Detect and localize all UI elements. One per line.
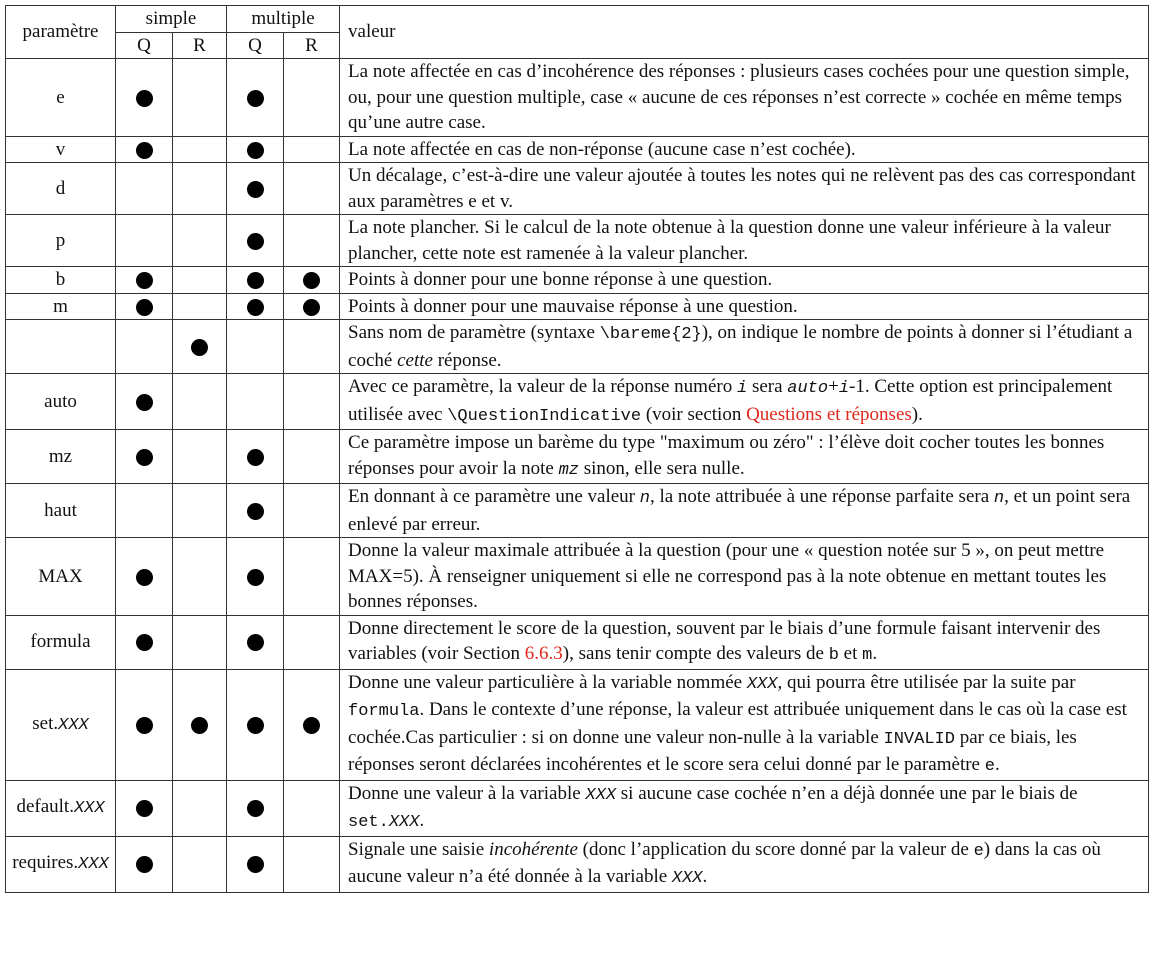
text-segment: Donne la valeur maximale attribuée à la question (pour une « question notée sur 5 », on peut mettre MAX=5). À renseigner uniquement si elle ne correspond pas à la note obtenue en mettant toutes les bonnes réponses. bbox=[348, 540, 1107, 612]
text-segment: e bbox=[56, 86, 65, 108]
text-segment: Points à donner pour une bonne réponse à une question. bbox=[348, 269, 773, 290]
cross-reference-link[interactable]: 6.6.3 bbox=[524, 643, 563, 664]
code-text: e bbox=[973, 841, 984, 861]
variable-text: n bbox=[639, 489, 650, 508]
text-segment: La note affectée en cas d’incohérence des réponses : plusieurs cases cochées pour une question simple, ou, pour une question multiple, case « aucune de ces réponses n’est correcte » cochée en même temps qu’une autre case. bbox=[348, 61, 1130, 133]
table-row bbox=[6, 320, 1149, 374]
mark-cell-multiple-q bbox=[227, 484, 284, 538]
mark-cell-simple-q bbox=[116, 615, 173, 669]
variable-text: XXX bbox=[73, 799, 105, 819]
table-row bbox=[6, 215, 1149, 267]
value-description-cell bbox=[340, 215, 1149, 267]
mark-cell-simple-r bbox=[173, 163, 227, 215]
variable-text: i bbox=[736, 379, 748, 398]
text-segment: d bbox=[55, 177, 66, 199]
header-multiple-r: R bbox=[284, 32, 340, 59]
mark-cell-multiple-q bbox=[227, 136, 284, 163]
bullet-dot-icon bbox=[247, 299, 264, 316]
text-segment: . bbox=[872, 643, 878, 664]
mark-cell-simple-q bbox=[116, 780, 173, 836]
text-segment: réponse. bbox=[432, 349, 502, 371]
text-segment: haut bbox=[44, 499, 77, 521]
bullet-dot-icon bbox=[136, 856, 153, 873]
text-segment: b bbox=[55, 269, 66, 290]
bullet-dot-icon bbox=[247, 634, 264, 651]
table-row bbox=[6, 669, 1149, 780]
value-description-cell bbox=[340, 267, 1149, 294]
bullet-dot-icon bbox=[136, 394, 153, 411]
value-description-cell bbox=[340, 374, 1149, 430]
text-segment: Donne une valeur particulière à la variable nommée bbox=[348, 671, 747, 693]
text-segment: ) dans la cas où aucune valeur n’a été donnée à la variable bbox=[348, 838, 1101, 887]
param-name-cell bbox=[6, 215, 116, 267]
value-description-cell bbox=[340, 669, 1149, 780]
mark-cell-multiple-r bbox=[284, 538, 340, 616]
mark-cell-simple-r bbox=[173, 59, 227, 137]
text-segment: . Dans le contexte d’une réponse, la valeur est attribuée uniquement dans le cas où la case est cochée.Cas particulier : si on donne une valeur non-nulle à la variable bbox=[348, 699, 1127, 748]
bullet-dot-icon bbox=[136, 800, 153, 817]
mark-cell-simple-r bbox=[173, 484, 227, 538]
mark-cell-simple-r bbox=[173, 615, 227, 669]
text-segment: sera bbox=[747, 376, 788, 397]
parameters-table bbox=[5, 5, 1149, 893]
mark-cell-simple-q bbox=[116, 59, 173, 137]
text-segment: requires. bbox=[12, 852, 79, 874]
text-segment: Donne directement le score de la question, souvent par le biais d’une formule faisant intervenir des variables (voir Section bbox=[348, 617, 1101, 664]
mark-cell-multiple-q bbox=[227, 267, 284, 294]
bullet-dot-icon bbox=[303, 717, 320, 734]
bullet-dot-icon bbox=[191, 339, 208, 356]
text-segment: formula bbox=[30, 631, 91, 653]
mark-cell-simple-r bbox=[173, 293, 227, 320]
variable-text: XXX bbox=[78, 855, 109, 875]
bullet-dot-icon bbox=[247, 800, 264, 817]
value-description-cell bbox=[340, 59, 1149, 137]
mark-cell-multiple-r bbox=[284, 615, 340, 669]
bullet-dot-icon bbox=[136, 569, 153, 586]
bullet-dot-icon bbox=[303, 299, 320, 316]
value-description-cell bbox=[340, 293, 1149, 320]
table-row bbox=[6, 59, 1149, 137]
table-row bbox=[6, 136, 1149, 163]
mark-cell-multiple-q bbox=[227, 836, 284, 892]
mark-cell-multiple-q bbox=[227, 320, 284, 374]
text-segment: auto bbox=[44, 390, 77, 412]
text-segment: , qui pourra être utilisée par la suite par bbox=[777, 671, 1076, 693]
variable-text: XXX bbox=[671, 869, 703, 888]
value-description-cell bbox=[340, 163, 1149, 215]
text-segment: sinon, elle sera nulle. bbox=[578, 457, 745, 479]
mark-cell-multiple-q bbox=[227, 293, 284, 320]
mark-cell-simple-q bbox=[116, 320, 173, 374]
mark-cell-multiple-q bbox=[227, 615, 284, 669]
bullet-dot-icon bbox=[303, 272, 320, 289]
param-name-cell bbox=[6, 836, 116, 892]
table-row bbox=[6, 484, 1149, 538]
table-row bbox=[6, 538, 1149, 616]
mark-cell-simple-q bbox=[116, 163, 173, 215]
header-simple-r: R bbox=[173, 32, 227, 59]
param-name-cell bbox=[6, 59, 116, 137]
text-segment: -1. Cette option est principalement utilisée avec bbox=[348, 376, 1113, 425]
code-text: INVALID bbox=[883, 729, 955, 749]
param-name-cell bbox=[6, 538, 116, 616]
mark-cell-multiple-r bbox=[284, 163, 340, 215]
text-segment: default. bbox=[16, 796, 74, 818]
mark-cell-simple-q bbox=[116, 136, 173, 163]
bullet-dot-icon bbox=[247, 856, 264, 873]
table-row bbox=[6, 615, 1149, 669]
mark-cell-simple-q bbox=[116, 267, 173, 294]
text-segment: Donne une valeur à la variable bbox=[348, 782, 586, 804]
bullet-dot-icon bbox=[247, 90, 264, 107]
bullet-dot-icon bbox=[247, 142, 264, 159]
text-segment: v bbox=[55, 138, 66, 160]
mark-cell-multiple-r bbox=[284, 215, 340, 267]
mark-cell-simple-q bbox=[116, 836, 173, 892]
text-segment: , et un point sera enlevé par erreur. bbox=[348, 486, 1131, 535]
value-description-cell bbox=[340, 484, 1149, 538]
text-segment: m bbox=[53, 295, 68, 317]
bullet-dot-icon bbox=[136, 299, 153, 316]
mark-cell-multiple-r bbox=[284, 293, 340, 320]
text-segment: Points à donner pour une mauvaise réponse à une question. bbox=[348, 295, 798, 317]
text-segment: et bbox=[838, 643, 863, 664]
table-row bbox=[6, 163, 1149, 215]
header-row-1 bbox=[6, 6, 1149, 33]
mark-cell-simple-r bbox=[173, 430, 227, 484]
mark-cell-simple-q bbox=[116, 215, 173, 267]
param-name-cell bbox=[6, 374, 116, 430]
param-name-cell bbox=[6, 267, 116, 294]
text-segment: La note plancher. Si le calcul de la note obtenue à la question donne une valeur inférieure à la valeur plancher, cette note est ramenée à la valeur plancher. bbox=[348, 217, 1111, 264]
bullet-dot-icon bbox=[247, 717, 264, 734]
variable-text: mz bbox=[558, 460, 579, 480]
variable-text: XXX bbox=[58, 715, 89, 735]
value-description-cell bbox=[340, 430, 1149, 484]
text-segment: Un décalage, c’est-à-dire une valeur ajoutée à toutes les notes qui ne relèvent pas des cas correspondant aux paramètres e et v. bbox=[348, 165, 1136, 212]
text-segment: . bbox=[419, 810, 425, 831]
param-name-cell bbox=[6, 163, 116, 215]
bullet-dot-icon bbox=[247, 569, 264, 586]
mark-cell-multiple-q bbox=[227, 669, 284, 780]
value-description-cell bbox=[340, 615, 1149, 669]
mark-cell-simple-r bbox=[173, 215, 227, 267]
text-segment: (voir section bbox=[641, 403, 747, 425]
emphasis-text: cette bbox=[397, 349, 433, 371]
mark-cell-multiple-r bbox=[284, 267, 340, 294]
text-segment: (donc l’application du score donné par la valeur de bbox=[577, 838, 974, 860]
param-name-cell bbox=[6, 320, 116, 374]
bullet-dot-icon bbox=[247, 449, 264, 466]
mark-cell-multiple-r bbox=[284, 780, 340, 836]
mark-cell-multiple-q bbox=[227, 374, 284, 430]
variable-text: XXX bbox=[746, 674, 778, 694]
variable-text: i bbox=[838, 379, 850, 398]
mark-cell-multiple-r bbox=[284, 836, 340, 892]
value-description-cell bbox=[340, 836, 1149, 892]
code-text: m bbox=[862, 646, 873, 665]
mark-cell-simple-q bbox=[116, 293, 173, 320]
param-name-cell bbox=[6, 615, 116, 669]
text-segment: ). bbox=[911, 403, 923, 425]
mark-cell-multiple-q bbox=[227, 163, 284, 215]
table-row bbox=[6, 293, 1149, 320]
text-segment: En donnant à ce paramètre une valeur bbox=[348, 486, 640, 507]
header-simple: simple bbox=[116, 6, 227, 33]
param-name-cell bbox=[6, 484, 116, 538]
bullet-dot-icon bbox=[247, 503, 264, 520]
header-simple-q: Q bbox=[116, 32, 173, 59]
text-segment: ), on indique le nombre de points à donner si l’étudiant a coché bbox=[348, 322, 1133, 371]
emphasis-text: incohérente bbox=[488, 838, 578, 860]
table-row bbox=[6, 267, 1149, 294]
table-body bbox=[6, 59, 1149, 893]
text-segment: par ce biais, les réponses seront déclarées incohérentes et le score sera celui donné par le paramètre bbox=[348, 726, 1077, 775]
mark-cell-multiple-r bbox=[284, 320, 340, 374]
text-segment: mz bbox=[48, 445, 73, 467]
bullet-dot-icon bbox=[247, 272, 264, 289]
mark-cell-multiple-q bbox=[227, 538, 284, 616]
text-segment: Avec ce paramètre, la valeur de la réponse numéro bbox=[348, 376, 737, 397]
bullet-dot-icon bbox=[247, 181, 264, 198]
mark-cell-multiple-q bbox=[227, 430, 284, 484]
mark-cell-simple-r bbox=[173, 669, 227, 780]
mark-cell-multiple-r bbox=[284, 484, 340, 538]
mark-cell-multiple-r bbox=[284, 669, 340, 780]
text-segment: Sans nom de paramètre (syntaxe bbox=[348, 322, 600, 343]
mark-cell-multiple-q bbox=[227, 780, 284, 836]
bullet-dot-icon bbox=[136, 717, 153, 734]
variable-text: auto bbox=[787, 379, 829, 398]
mark-cell-multiple-r bbox=[284, 430, 340, 484]
mark-cell-simple-r bbox=[173, 374, 227, 430]
variable-text: XXX bbox=[388, 813, 420, 832]
table-row bbox=[6, 430, 1149, 484]
text-segment: . bbox=[702, 866, 708, 887]
value-description-cell bbox=[340, 320, 1149, 374]
text-segment: Ce paramètre impose un barème du type "maximum ou zéro" : l’élève doit cocher toutes les bonnes réponses pour avoir la note bbox=[348, 432, 1105, 479]
table-row bbox=[6, 780, 1149, 836]
header-multiple: multiple bbox=[227, 6, 340, 33]
bullet-dot-icon bbox=[247, 233, 264, 250]
mark-cell-simple-r bbox=[173, 136, 227, 163]
mark-cell-simple-r bbox=[173, 538, 227, 616]
bullet-dot-icon bbox=[136, 634, 153, 651]
text-segment: MAX bbox=[38, 565, 83, 587]
code-text: \QuestionIndicative bbox=[447, 406, 642, 426]
text-segment: p bbox=[55, 229, 66, 251]
mark-cell-simple-r bbox=[173, 836, 227, 892]
mark-cell-multiple-r bbox=[284, 59, 340, 137]
text-segment: + bbox=[828, 376, 839, 397]
mark-cell-simple-r bbox=[173, 320, 227, 374]
param-name-cell bbox=[6, 430, 116, 484]
bullet-dot-icon bbox=[136, 449, 153, 466]
mark-cell-simple-q bbox=[116, 538, 173, 616]
variable-text: n bbox=[993, 489, 1005, 508]
text-segment: Signale une saisie bbox=[348, 838, 489, 860]
variable-text: XXX bbox=[585, 785, 617, 805]
bullet-dot-icon bbox=[136, 272, 153, 289]
table-row bbox=[6, 374, 1149, 430]
text-segment: . bbox=[994, 754, 1000, 775]
text-segment: La note affectée en cas de non-réponse (aucune case n’est cochée). bbox=[348, 138, 856, 160]
mark-cell-simple-r bbox=[173, 267, 227, 294]
mark-cell-simple-q bbox=[116, 669, 173, 780]
text-segment: set. bbox=[32, 712, 59, 734]
text-segment: ), sans tenir compte des valeurs de bbox=[562, 643, 829, 664]
param-name-cell bbox=[6, 293, 116, 320]
code-text: formula bbox=[348, 702, 420, 721]
code-text: b bbox=[828, 646, 839, 665]
mark-cell-multiple-r bbox=[284, 136, 340, 163]
header-multiple-q: Q bbox=[227, 32, 284, 59]
param-name-cell bbox=[6, 136, 116, 163]
cross-reference-link[interactable]: Questions et réponses bbox=[746, 403, 912, 425]
code-text: e bbox=[984, 757, 995, 776]
table-row bbox=[6, 836, 1149, 892]
mark-cell-multiple-q bbox=[227, 215, 284, 267]
param-name-cell bbox=[6, 669, 116, 780]
text-segment: , la note attribuée à une réponse parfaite sera bbox=[649, 486, 994, 507]
value-description-cell bbox=[340, 780, 1149, 836]
bullet-dot-icon bbox=[136, 90, 153, 107]
mark-cell-multiple-r bbox=[284, 374, 340, 430]
param-name-cell bbox=[6, 780, 116, 836]
mark-cell-simple-q bbox=[116, 430, 173, 484]
code-text: \bareme{2} bbox=[599, 325, 702, 344]
header-parametre: paramètre bbox=[6, 6, 116, 59]
bullet-dot-icon bbox=[191, 717, 208, 734]
text-segment: si aucune case cochée n’en a déjà donnée une par le biais de bbox=[616, 782, 1078, 804]
header-valeur: valeur bbox=[340, 6, 1149, 59]
mark-cell-simple-q bbox=[116, 484, 173, 538]
mark-cell-simple-r bbox=[173, 780, 227, 836]
mark-cell-simple-q bbox=[116, 374, 173, 430]
mark-cell-multiple-q bbox=[227, 59, 284, 137]
bullet-dot-icon bbox=[136, 142, 153, 159]
value-description-cell bbox=[340, 538, 1149, 616]
code-text: set. bbox=[348, 813, 389, 832]
value-description-cell bbox=[340, 136, 1149, 163]
